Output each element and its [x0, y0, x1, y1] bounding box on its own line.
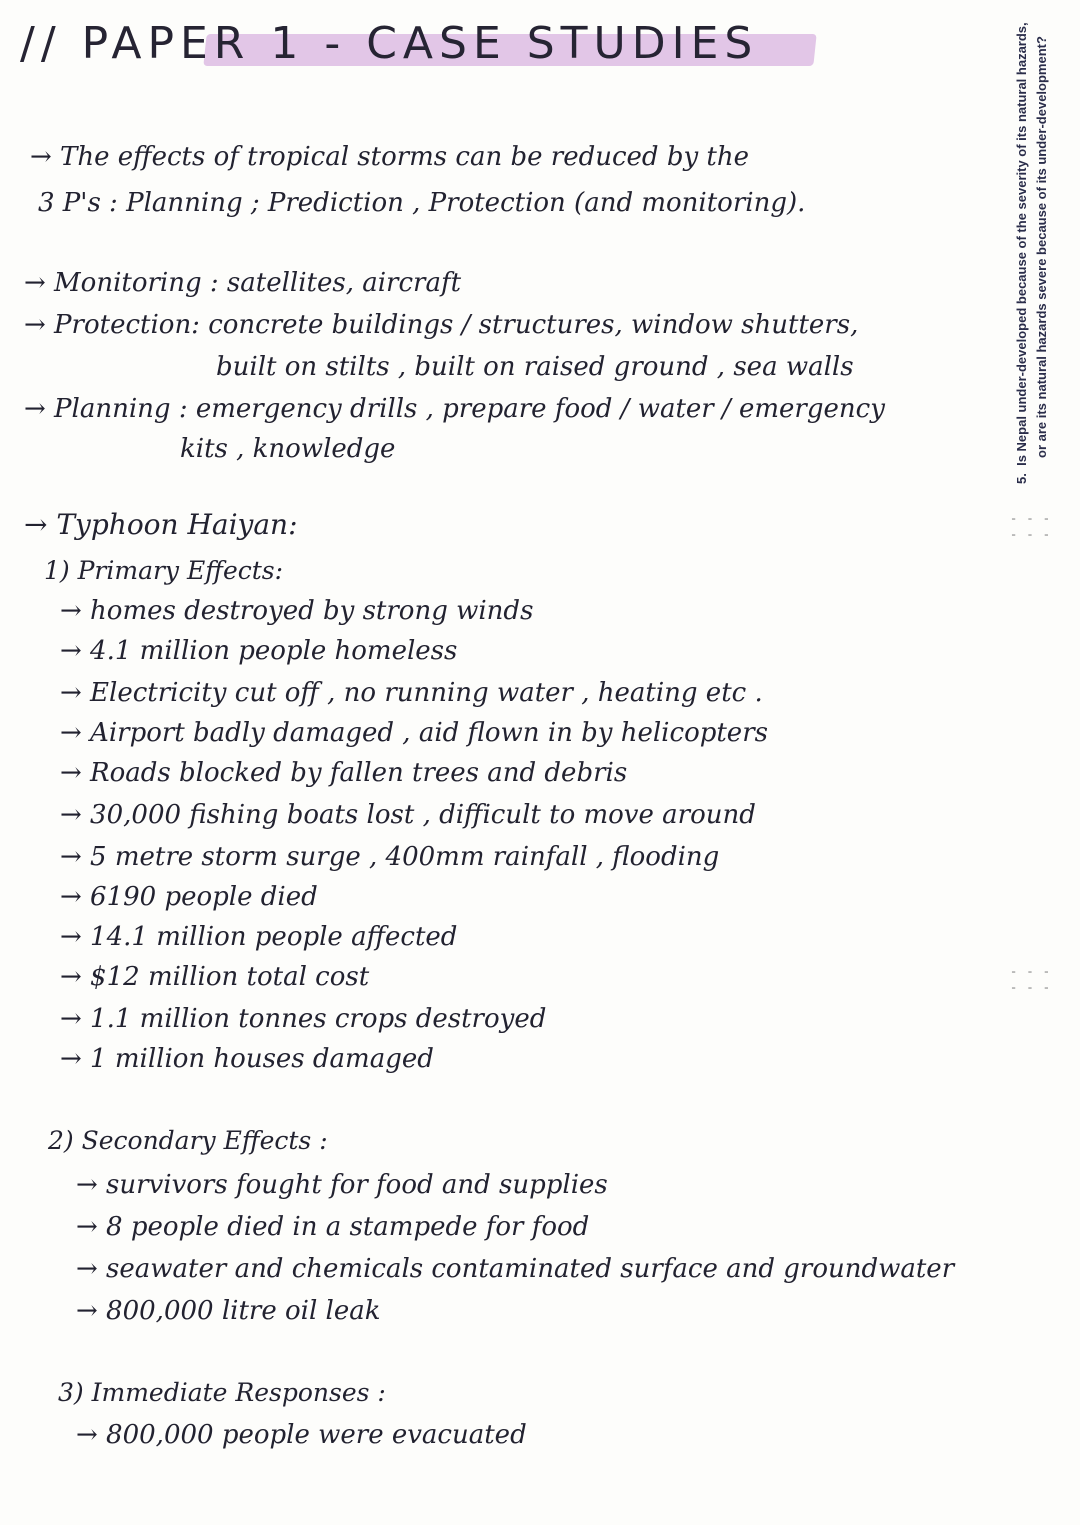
question-line-2: or are its natural hazards severe because of its under-development?: [1034, 36, 1049, 458]
protection-line-2: built on stilts , built on raised ground , sea walls: [216, 352, 854, 382]
primary-item: → $12 million total cost: [60, 962, 370, 992]
secondary-item: → 8 people died in a stampede for food: [76, 1212, 590, 1242]
primary-item: → 1.1 million tonnes crops destroyed: [60, 1004, 547, 1034]
planning-line-2: kits , knowledge: [180, 434, 396, 464]
case-study-heading: → Typhoon Haiyan:: [24, 508, 298, 541]
primary-item: → 30,000 fishing boats lost , difficult to move around: [60, 800, 756, 830]
planning-line-1: → Planning : emergency drills , prepare food / water / emergency: [24, 394, 885, 424]
primary-item: → Electricity cut off , no running water , heating etc .: [60, 678, 763, 708]
immediate-item: → 800,000 people were evacuated: [76, 1420, 527, 1450]
intro-line-2: 3 P's : Planning ; Prediction , Protection (and monitoring).: [38, 188, 806, 218]
margin-question-text: [1012, 22, 1052, 484]
primary-item: → Airport badly damaged , aid flown in by helicopters: [60, 718, 768, 748]
protection-line-1: → Protection: concrete buildings / structures, window shutters,: [24, 310, 859, 340]
intro-line-1: → The effects of tropical storms can be reduced by the: [30, 142, 750, 172]
primary-item: → Roads blocked by fallen trees and debris: [60, 758, 628, 788]
margin-dash-mark: - - -: [1010, 528, 1052, 542]
page-title: // PAPER 1 - CASE STUDIES: [20, 18, 759, 69]
primary-item: → 1 million houses damaged: [60, 1044, 434, 1074]
margin-dash-mark: - - -: [1010, 965, 1052, 979]
margin-dash-mark: - - -: [1010, 512, 1052, 526]
title-block: [20, 18, 840, 78]
primary-effects-heading: 1) Primary Effects:: [44, 556, 284, 585]
immediate-responses-heading: 3) Immediate Responses :: [58, 1378, 386, 1407]
secondary-effects-heading: 2) Secondary Effects :: [48, 1126, 328, 1155]
secondary-item: → survivors fought for food and supplies: [76, 1170, 608, 1200]
primary-item: → 14.1 million people affected: [60, 922, 458, 952]
primary-item: → 5 metre storm surge , 400mm rainfall , flooding: [60, 842, 720, 872]
secondary-item: → 800,000 litre oil leak: [76, 1296, 381, 1326]
question-number: 5.: [1014, 473, 1029, 484]
primary-item: → 6190 people died: [60, 882, 318, 912]
question-line-1: Is Nepal under-developed because of the severity of its natural hazards,: [1014, 22, 1029, 466]
secondary-item: → seawater and chemicals contaminated surface and groundwater: [76, 1254, 955, 1284]
primary-item: → homes destroyed by strong winds: [60, 596, 534, 626]
monitoring-line: → Monitoring : satellites, aircraft: [24, 268, 462, 298]
margin-dash-mark: - - -: [1010, 981, 1052, 995]
primary-item: → 4.1 million people homeless: [60, 636, 458, 666]
